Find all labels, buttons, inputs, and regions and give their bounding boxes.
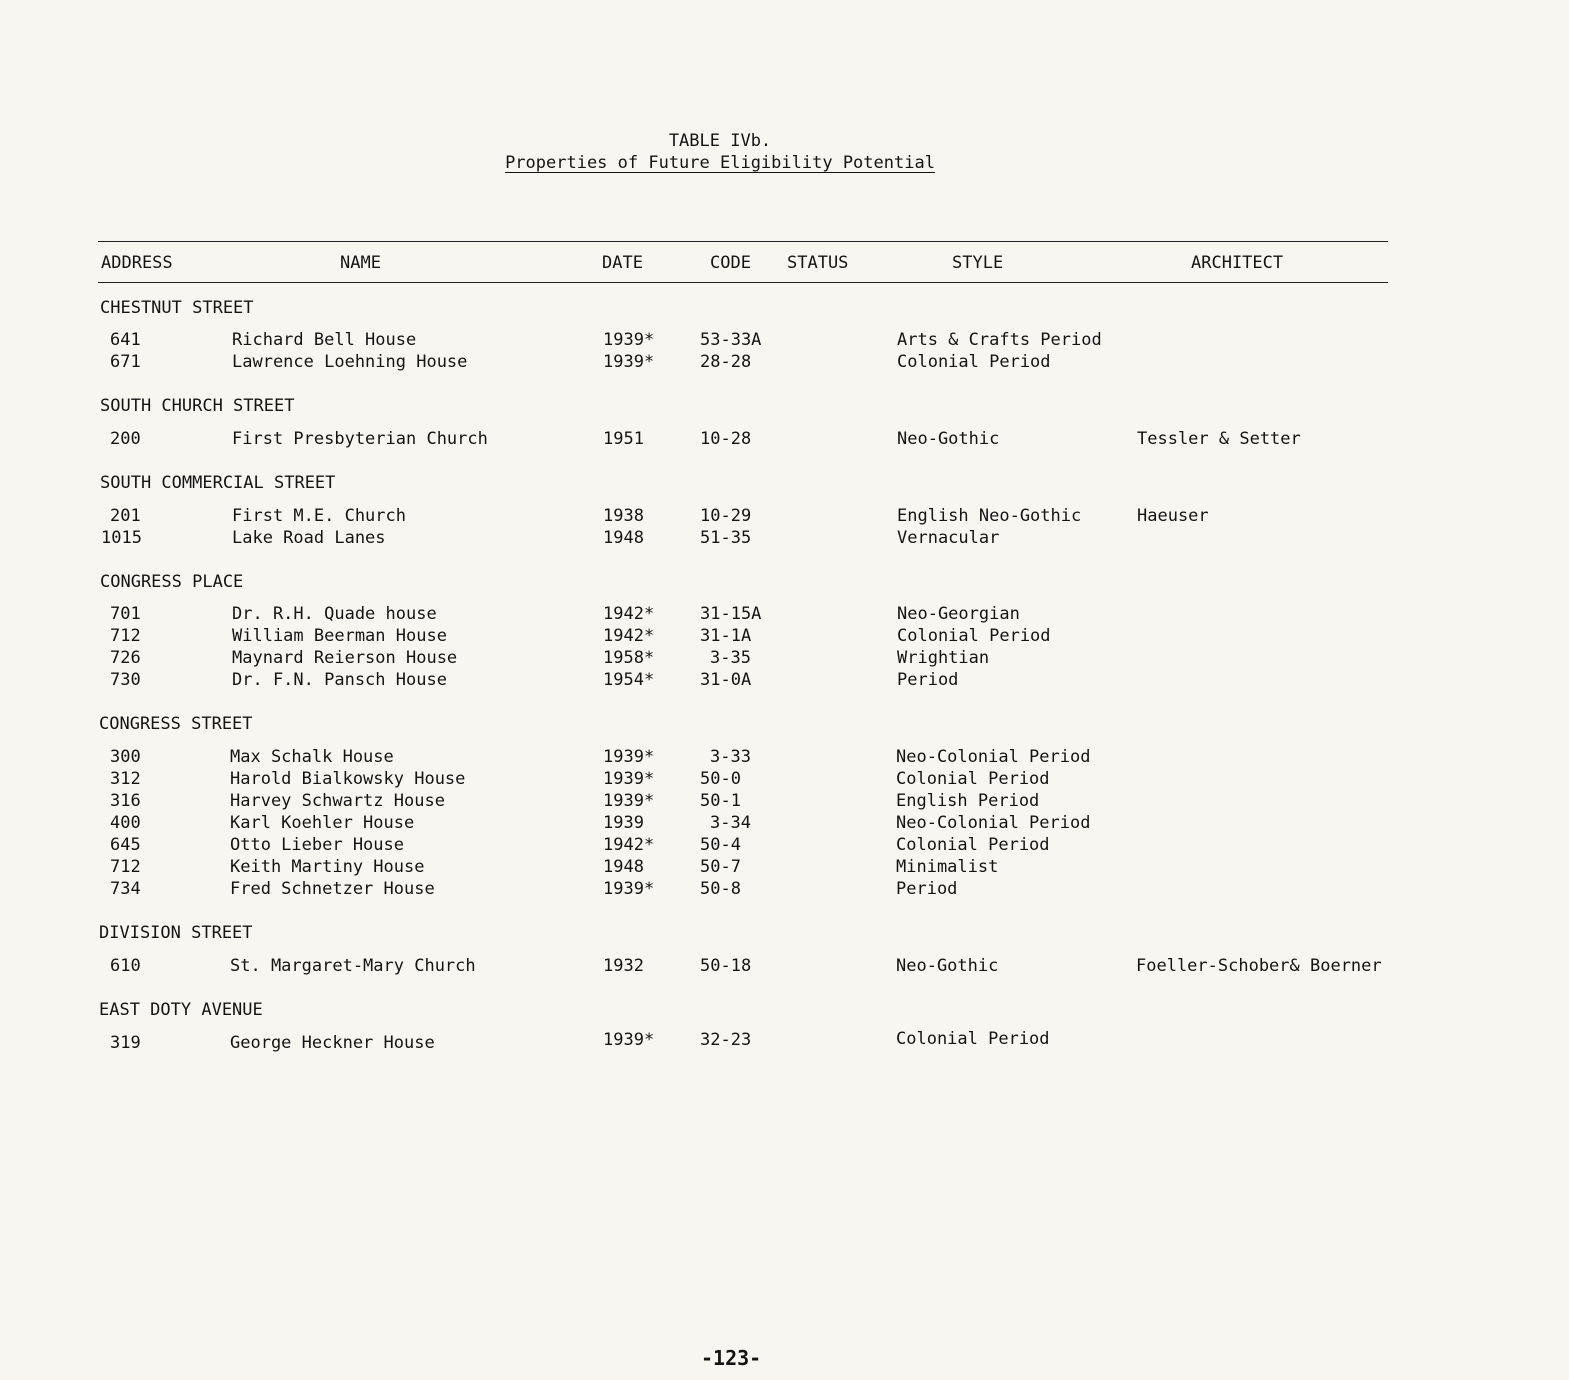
cell-code: 10-29 xyxy=(700,506,752,526)
cell-code: 50-4 xyxy=(700,835,741,855)
cell-address: 319 xyxy=(110,1033,141,1053)
cell-name: Fred Schnetzer House xyxy=(230,879,435,899)
cell-code: 10-28 xyxy=(700,429,752,449)
cell-address: 730 xyxy=(110,670,141,690)
cell-name: Richard Bell House xyxy=(232,330,417,350)
cell-code: 53-33A xyxy=(700,330,762,350)
cell-address: 316 xyxy=(110,791,141,811)
cell-code: 51-35 xyxy=(700,528,752,548)
cell-date: 1939* xyxy=(603,747,655,767)
cell-style: Colonial Period xyxy=(897,352,1051,372)
cell-architect: Haeuser xyxy=(1137,506,1209,526)
cell-code: 31-1A xyxy=(700,626,752,646)
cell-date: 1942* xyxy=(603,604,655,624)
cell-date: 1939 xyxy=(603,813,644,833)
cell-code: 50-8 xyxy=(700,879,741,899)
cell-name: William Beerman House xyxy=(232,626,447,646)
cell-code: 31-15A xyxy=(700,604,762,624)
cell-name: George Heckner House xyxy=(230,1033,435,1053)
header-code: CODE xyxy=(710,253,751,273)
cell-name: St. Margaret-Mary Church xyxy=(230,956,476,976)
cell-address: 712 xyxy=(110,626,141,646)
cell-date: 1948 xyxy=(603,857,644,877)
cell-address: 1015 xyxy=(101,528,142,548)
header-style: STYLE xyxy=(952,253,1004,273)
cell-address: 726 xyxy=(110,648,141,668)
cell-address: 300 xyxy=(110,747,141,767)
cell-date: 1954* xyxy=(603,670,655,690)
cell-address: 200 xyxy=(110,429,141,449)
cell-name: Keith Martiny House xyxy=(230,857,425,877)
cell-address: 671 xyxy=(110,352,141,372)
cell-architect: Foeller-Schober& Boerner xyxy=(1136,956,1382,976)
cell-style: Vernacular xyxy=(897,528,1000,548)
section-heading: SOUTH COMMERCIAL STREET xyxy=(100,473,336,493)
cell-style: Neo-Colonial Period xyxy=(896,813,1091,833)
cell-address: 610 xyxy=(110,956,141,976)
cell-date: 1939* xyxy=(603,791,655,811)
cell-date: 1958* xyxy=(603,648,655,668)
cell-style: Period xyxy=(896,879,958,899)
cell-date: 1939* xyxy=(603,352,655,372)
cell-code: 50-18 xyxy=(700,956,752,976)
cell-name: Dr. F.N. Pansch House xyxy=(232,670,447,690)
cell-style: Colonial Period xyxy=(897,626,1051,646)
cell-code: 50-1 xyxy=(700,791,741,811)
cell-code: 50-0 xyxy=(700,769,741,789)
cell-architect: Tessler & Setter xyxy=(1137,429,1301,449)
cell-code: 31-0A xyxy=(700,670,752,690)
cell-name: Maynard Reierson House xyxy=(232,648,458,668)
cell-style: Neo-Colonial Period xyxy=(896,747,1091,767)
cell-style: Period xyxy=(897,670,959,690)
cell-code: 50-7 xyxy=(700,857,741,877)
cell-style: Colonial Period xyxy=(896,1029,1050,1049)
header-architect: ARCHITECT xyxy=(1191,253,1284,273)
cell-style: Colonial Period xyxy=(896,769,1050,789)
cell-style: Colonial Period xyxy=(896,835,1050,855)
cell-style: English Neo-Gothic xyxy=(897,506,1082,526)
section-heading: CONGRESS STREET xyxy=(99,714,253,734)
cell-date: 1948 xyxy=(603,528,644,548)
cell-style: Neo-Gothic xyxy=(897,429,1000,449)
cell-address: 701 xyxy=(110,604,141,624)
section-heading: SOUTH CHURCH STREET xyxy=(100,396,295,416)
cell-address: 201 xyxy=(110,506,141,526)
cell-name: Max Schalk House xyxy=(230,747,394,767)
cell-code: 3-33 xyxy=(710,747,751,767)
cell-style: Arts & Crafts Period xyxy=(897,330,1102,350)
page-number: -123- xyxy=(701,1346,762,1370)
cell-style: English Period xyxy=(896,791,1040,811)
section-heading: CONGRESS PLACE xyxy=(100,572,244,592)
cell-name: Harold Bialkowsky House xyxy=(230,769,466,789)
cell-name: Lawrence Loehning House xyxy=(232,352,468,372)
table-top-rule xyxy=(98,241,1388,242)
section-heading: CHESTNUT STREET xyxy=(100,298,254,318)
cell-name: First Presbyterian Church xyxy=(232,429,488,449)
cell-code: 28-28 xyxy=(700,352,752,372)
section-heading: DIVISION STREET xyxy=(99,923,253,943)
cell-address: 400 xyxy=(110,813,141,833)
header-status: STATUS xyxy=(787,253,849,273)
cell-address: 734 xyxy=(110,879,141,899)
cell-date: 1942* xyxy=(603,835,655,855)
cell-style: Neo-Gothic xyxy=(896,956,999,976)
cell-name: Karl Koehler House xyxy=(230,813,415,833)
cell-name: Lake Road Lanes xyxy=(232,528,386,548)
cell-date: 1939* xyxy=(603,879,655,899)
table-number: TABLE IVb. xyxy=(668,131,772,151)
cell-code: 3-34 xyxy=(710,813,751,833)
header-date: DATE xyxy=(602,253,643,273)
cell-date: 1939* xyxy=(603,769,655,789)
cell-address: 312 xyxy=(110,769,141,789)
cell-date: 1951 xyxy=(603,429,644,449)
cell-date: 1942* xyxy=(603,626,655,646)
table-caption: Properties of Future Eligibility Potential xyxy=(505,153,935,173)
cell-date: 1938 xyxy=(603,506,644,526)
cell-style: Minimalist xyxy=(896,857,999,877)
cell-code: 32-23 xyxy=(700,1030,752,1050)
cell-style: Wrightian xyxy=(897,648,990,668)
cell-address: 712 xyxy=(110,857,141,877)
table-caption-wrapper xyxy=(0,153,1440,173)
cell-name: Dr. R.H. Quade house xyxy=(232,604,437,624)
header-address: ADDRESS xyxy=(101,253,173,273)
cell-name: First M.E. Church xyxy=(232,506,406,526)
cell-name: Otto Lieber House xyxy=(230,835,404,855)
cell-address: 645 xyxy=(110,835,141,855)
cell-name: Harvey Schwartz House xyxy=(230,791,445,811)
table-header-rule xyxy=(98,282,1388,283)
cell-address: 641 xyxy=(110,330,141,350)
section-heading: EAST DOTY AVENUE xyxy=(99,1000,263,1020)
cell-date: 1932 xyxy=(603,956,644,976)
header-name: NAME xyxy=(340,253,381,273)
cell-date: 1939* xyxy=(603,330,655,350)
cell-code: 3-35 xyxy=(710,648,751,668)
cell-style: Neo-Georgian xyxy=(897,604,1020,624)
cell-date: 1939* xyxy=(603,1030,655,1050)
